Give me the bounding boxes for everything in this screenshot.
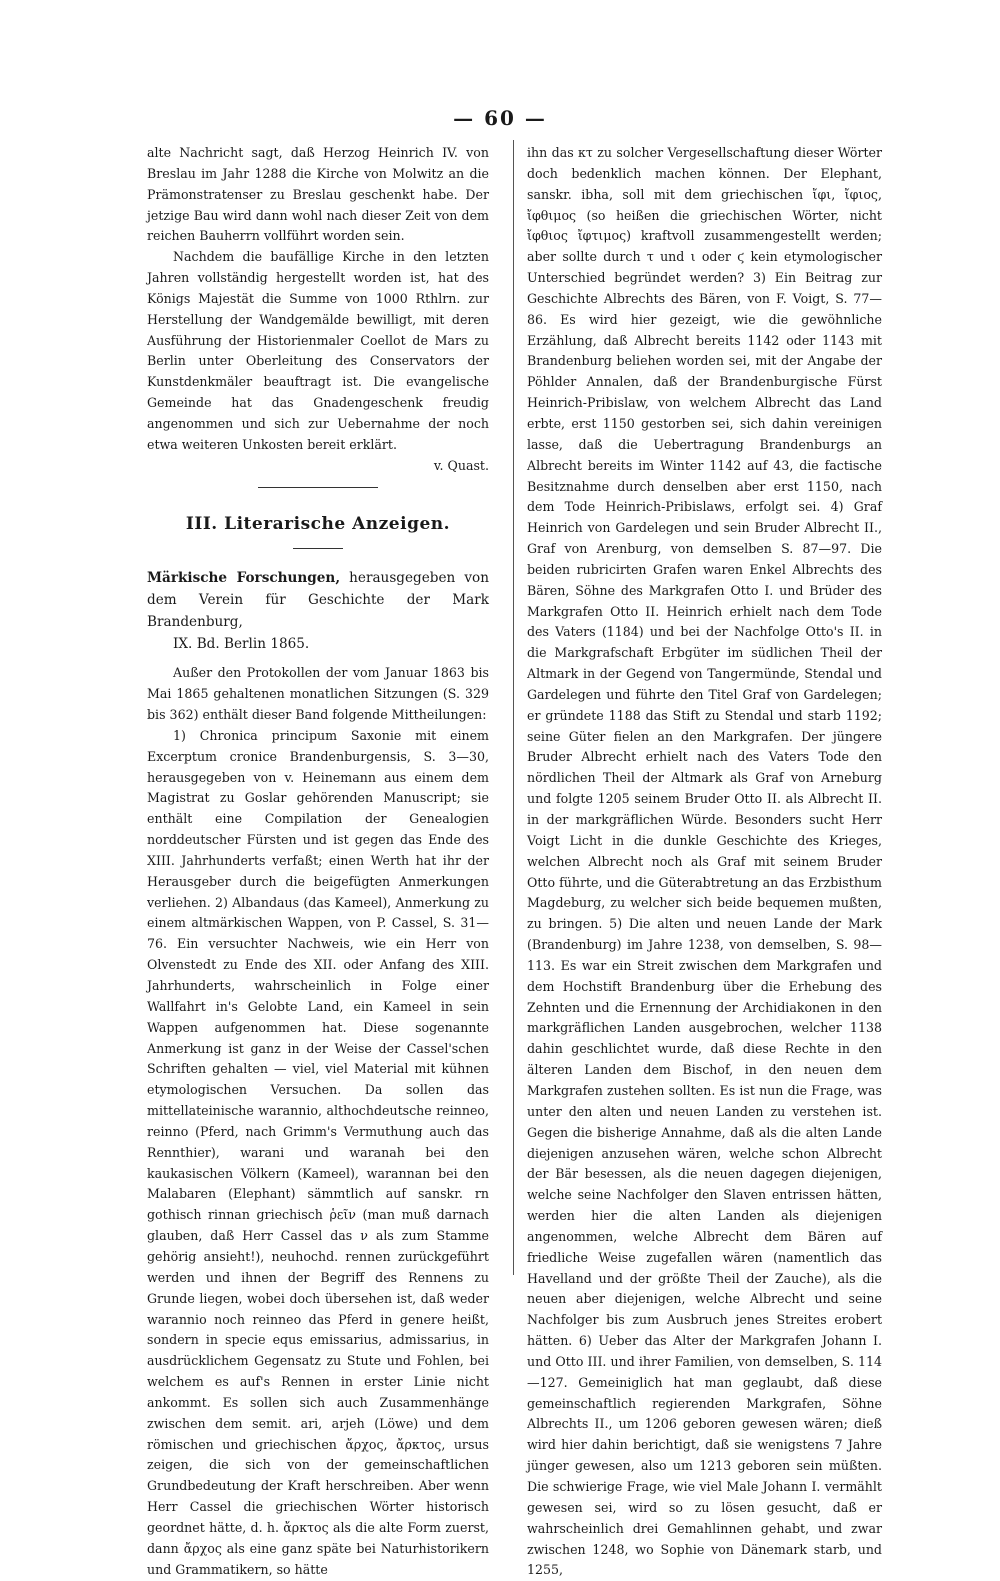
right-column [527, 143, 882, 1581]
review-title [147, 567, 489, 655]
column-divider [513, 140, 514, 1275]
review-title-bold: Märkische Forschungen, [147, 570, 341, 587]
paragraph-restoration: Nachdem die baufällige Kirche in den letzten Jahren vollständig hergestellt worden ist, hat des Königs Majestät die Summe von 1000 Rthlrn. zur Herstellung der Wandgemälde bewilligt, mit deren Ausführung der Historienmaler Coellot de Mars zu Berlin unter Oberleitung des Conservators der Kunstdenkmäler beauftragt ist. Die evangelische Gemeinde hat das Gnadengeschenk freudig angenommen und sich zur Uebernahme der noch etwa weiteren Unkosten bereit erklärt. [147, 249, 489, 452]
left-column [147, 143, 489, 1580]
paragraph-review-intro: Außer den Protokollen der vom Januar 1863 bis Mai 1865 gehaltenen monatlichen Sitzungen (S. 329 bis 362) enthält dieser Band folgende Mittheilungen: [147, 665, 489, 723]
paragraph-review-continued: ihn das κτ zu solcher Vergesellschaftung dieser Wörter doch bedenklich machen können. Der Elephant, sanskr. ibha, soll mit dem griechischen ἴφι, ἴφιος, ἴφθιμος (so heißen die griechischen Wörter, nicht ἴφθιος ἴφτιμος) kraftvoll zusammengestellt werden; aber sollte durch τ und ι oder ϛ kein etymologischer Unterschied begründet werden? 3) Ein Beitrag zur Geschichte Albrechts des Bären, von F. Voigt, S. 77—86. Es wird hier gezeigt, wie die gewöhnliche Erzählung, daß Albrecht bereits 1142 oder 1143 mit Brandenburg beliehen worden sei, mit der Angabe der Pöhlder Annalen, daß der Brandenburgische Fürst Heinrich-Pribislaw, von welchem Albrecht das Land erbte, erst 1150 gestorben sei, sich dahin vereinigen lasse, daß die Uebertragung Brandenburgs an Albrecht bereits im Winter 1142 auf 43, die factische Besitznahme durch denselben aber erst 1150, nach dem Tode Heinrich-Pribislaws, erfolgt sei. 4) Graf Heinrich von Gardelegen und sein Bruder Albrecht II., Graf von Arenburg, von demselben S. 87—97. Die beiden rubricirten Grafen waren Enkel Albrechts des Bären, Söhne des Markgrafen Otto I. und Brüder des Markgrafen Otto II. Heinrich erhielt nach dem Tode des Vaters (1184) und bei der Nachfolge Otto's II. in die Markgrafschaft Erbgüter im südlichen Theil der Altmark in der Gegend von Tangermünde, Stendal und Gardelegen und führte den Titel Graf von Gardelegen; er gründete 1188 das Stift zu Stendal und starb 1192; seine Güter fielen an den Markgrafen. Der jüngere Bruder Albrecht erhielt nach des Vaters Tode den nördlichen Theil der Altmark als Graf von Arneburg und folgte 1205 seinem Bruder Otto II. als Albrecht II. in der markgräflichen Würde. Besonders sucht Herr Voigt Licht in die dunkle Geschichte des Krieges, welchen Albrecht noch als Graf mit seinem Bruder Otto führte, und die Güterabtretung an das Erzbisthum Magdeburg, zu welcher sich beide bequemen mußten, zu bringen. 5) Die alten und neuen Lande der Mark (Brandenburg) im Jahre 1238, von demselben, S. 98—113. Es war ein Streit zwischen dem Markgrafen und dem Hochstift Brandenburg über die Erhebung des Zehnten und die Ernennung der Archidiakonen in den markgräflichen Landen ausgebrochen, welcher 1138 dahin geschlichtet wurde, daß diese Rechte in den älteren Landen dem Bischof, in den neuen dem Markgrafen zustehen sollten. Es ist nun die Frage, was unter den alten und neuen Landen zu verstehen ist. Gegen die bisherige Annahme, daß als die alten Lande diejenigen anzusehen wären, welche schon Albrecht der Bär besessen, als die neuen dagegen diejenigen, welche seine Nachfolger den Slaven entrissen hätten, werden hier die alten Landen als diejenigen angenommen, welche Albrecht dem Bären auf friedliche Weise zugefallen wären (namentlich das Havelland und der größte Theil der Zauche), als die neuen aber diejenigen, welche Albrecht und seine Nachfolger bis zum Ausbruch jenes Streites erobert hätten. 6) Ueber das Alter der Markgrafen Johann I. und Otto III. und ihrer Familien, von demselben, S. 114—127. Gemeiniglich hat man geglaubt, daß diese gemeinschaftlich regierenden Markgrafen, Söhne Albrechts II., um 1206 geboren gewesen wären; dieß wird hier dahin berichtigt, daß sie wenigstens 7 Jahre jünger gewesen, also um 1213 geboren sein müßten. Die schwierige Frage, wie viel Male Johann I. vermählt gewesen sei, wird so zu lösen gesucht, daß er wahrscheinlich drei Gemahlinnen gehabt, und zwar zwischen 1248, wo Sophie von Dänemark starb, und 1255, [527, 145, 882, 1578]
page-number: — 60 — [453, 106, 547, 130]
heading-underline [293, 548, 343, 549]
paragraph-church-history: alte Nachricht sagt, daß Herzog Heinrich IV. von Breslau im Jahr 1288 die Kirche von Molwitz an die Prämonstratenser zu Breslau geschenkt habe. Der jetzige Bau wird dann wohl nach dieser Zeit von dem reichen Bauherrn vollführt worden sein. [147, 145, 489, 244]
review-title-publisher: herausgegeben von dem Verein für Geschichte der Mark Brandenburg, [147, 570, 489, 631]
paragraph-review-contents: 1) Chronica principum Saxonie mit einem Excerptum cronice Brandenburgensis, S. 3—30, herausgegeben von v. Heinemann aus einem dem Magistrat zu Goslar gehörenden Manuscript; sie enthält eine Compilation der Genealogien norddeutscher Fürsten und ist gegen das Ende des XIII. Jahrhunderts verfaßt; einen Werth hat ihr der Herausgeber durch die beigefügten Anmerkungen verliehen. 2) Albandaus (das Kameel), Anmerkung zu einem altmärkischen Wappen, von P. Cassel, S. 31—76. Ein versuchter Nachweis, wie ein Herr von Olvenstedt zu Ende des XII. oder Anfang des XIII. Jahrhunderts, wahrscheinlich in Folge einer Wallfahrt in's Gelobte Land, ein Kameel in sein Wappen aufgenommen hat. Diese sogenannte Anmerkung ist ganz in der Weise der Cassel'schen Schriften gehalten — viel, viel Material mit kühnen etymologischen Versuchen. Da sollen das mittellateinische warannio, althochdeutsche reinneo, reinno (Pferd, nach Grimm's Vermuthung auch das Rennthier), warani und waranah bei den kaukasischen Völkern (Kameel), warannan bei den Malabaren (Elephant) sämmtlich auf sanskr. rn gothisch rinnan griechisch ῥεῖν (man muß darnach glauben, daß Herr Cassel das ν als zum Stamme gehörig ansieht!), neuhochd. rennen zurückgeführt werden und ihnen der Begriff des Rennens zu Grunde liegen, wobei doch übersehen ist, daß weder warannio noch reinneo das Pferd in genere heißt, sondern in specie equs emissarius, admissarius, in ausdrücklichem Gegensatz zu Stute und Fohlen, bei welchem es auf's Rennen in erster Linie nicht ankommt. Es sollen sich auch Zusammenhänge zwischen dem semit. ari, arjeh (Löwe) und dem römischen und griechischen ἄρχος, ἄρκτος, ursus zeigen, die sich von der gemeinschaftlichen Grundbedeutung der Kraft herschreiben. Aber wenn Herr Cassel die griechischen Wörter historisch geordnet hätte, d. h. ἄρκτος als die alte Form zuerst, dann ἄρχος als eine ganz späte bei Naturhistorikern und Grammatikern, so hätte [147, 727, 489, 1577]
review-title-volume: IX. Bd. Berlin 1865. [173, 636, 310, 653]
section-separator [258, 487, 378, 488]
author-signature: v. Quast. [433, 457, 489, 473]
section-heading: III. Literarische Anzeigen. [185, 513, 451, 534]
signature-line [147, 456, 489, 477]
